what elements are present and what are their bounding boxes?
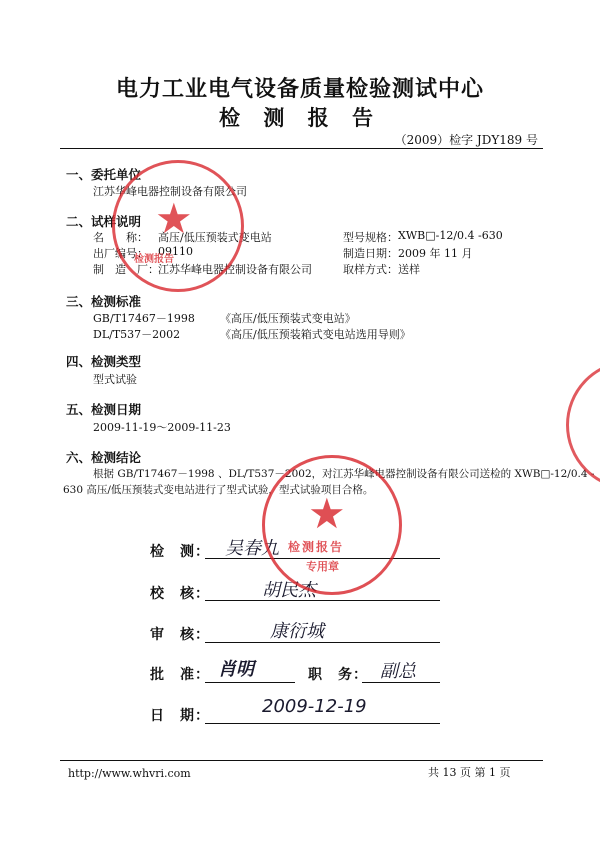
conclusion-line-1: 根据 GB/T17467－1998 、DL/T537－2002，对江苏华峰电器控制设备有限公司送检的 XWB□-12/0.4 - xyxy=(93,468,595,480)
sample-heading: 二、试样说明 xyxy=(66,214,142,229)
test-date-heading: 五、检测日期 xyxy=(66,402,142,417)
date-underline xyxy=(205,723,440,724)
checked-underline xyxy=(205,600,440,601)
checked-label: 校 核： xyxy=(150,586,210,602)
sample-date-value: 2009 年 11 月 xyxy=(398,247,473,260)
footer-url[interactable]: http://www.whvri.com xyxy=(68,767,191,780)
sample-model-value: XWB□-12/0.4 -630 xyxy=(398,229,503,242)
sample-sampling-label: 取样方式： xyxy=(343,263,398,276)
test-date-value: 2009-11-19～2009-11-23 xyxy=(93,421,231,434)
document-title: 电力工业电气设备质量检验测试中心 xyxy=(115,76,484,102)
conclusion-heading: 六、检测结论 xyxy=(66,450,142,465)
tested-signature: 吴春九 xyxy=(225,538,279,559)
date-signature: 2009-12-19 xyxy=(262,696,367,717)
sample-sampling-value: 送样 xyxy=(398,263,420,276)
standard-code: DL/T537－2002 xyxy=(93,328,181,341)
standard-name: 《高压/低压预装箱式变电站选用导则》 xyxy=(220,328,411,341)
sample-serial-label: 出厂编号： xyxy=(93,247,148,260)
sample-maker-label: 制 造 厂： xyxy=(93,263,159,276)
seal-star-icon: ★ xyxy=(155,194,193,243)
client-heading: 一、委托单位 xyxy=(66,167,142,182)
client-value: 江苏华峰电器控制设备有限公司 xyxy=(93,185,247,198)
conclusion-line-2: 630 高压/低压预装式变电站进行了型式试验，型式试验项目合格。 xyxy=(63,484,374,496)
date-label: 日 期： xyxy=(150,708,210,724)
seal-bottom-text: 专用章 xyxy=(306,560,339,573)
test-type-value: 型式试验 xyxy=(93,373,137,386)
footer-divider xyxy=(60,760,543,761)
sample-serial-value: 09110 xyxy=(158,245,193,258)
header-divider xyxy=(60,148,543,149)
position-signature: 副总 xyxy=(380,661,416,682)
sample-model-label: 型号规格： xyxy=(343,231,398,244)
footer-page-count: 共 13 页 第 1 页 xyxy=(428,766,511,779)
approved-underline xyxy=(205,682,295,683)
standards-heading: 三、检测标准 xyxy=(66,294,142,309)
position-underline xyxy=(362,682,440,683)
document-subtitle: 检 测 报 告 xyxy=(219,105,381,130)
standard-name: 《高压/低压预装式变电站》 xyxy=(220,312,356,325)
sample-name-label: 名 称： xyxy=(93,231,148,244)
tested-label: 检 测： xyxy=(150,544,210,560)
seal-star-icon: ★ xyxy=(308,489,346,538)
seal-center-text: 检测报告 xyxy=(134,254,174,265)
reviewed-label: 审 核： xyxy=(150,627,210,643)
sample-maker-value: 江苏华峰电器控制设备有限公司 xyxy=(158,263,312,276)
standard-code: GB/T17467－1998 xyxy=(93,312,195,325)
official-seal-top xyxy=(112,160,244,292)
sample-name-value: 高压/低压预装式变电站 xyxy=(158,231,272,244)
sample-date-label: 制造日期： xyxy=(343,247,398,260)
report-number: （2009）检字 JDY189 号 xyxy=(394,133,538,147)
approved-signature: 肖明 xyxy=(218,659,254,680)
checked-signature: 胡民杰 xyxy=(262,580,316,601)
approved-label: 批 准： xyxy=(150,667,210,683)
reviewed-signature: 康衍城 xyxy=(270,621,324,642)
official-seal-edge xyxy=(566,360,600,490)
official-seal-bottom xyxy=(262,455,402,595)
position-label: 职 务： xyxy=(308,667,368,683)
test-type-heading: 四、检测类型 xyxy=(66,354,142,369)
reviewed-underline xyxy=(205,642,440,643)
seal-center-text: 检测报告 xyxy=(288,540,345,554)
